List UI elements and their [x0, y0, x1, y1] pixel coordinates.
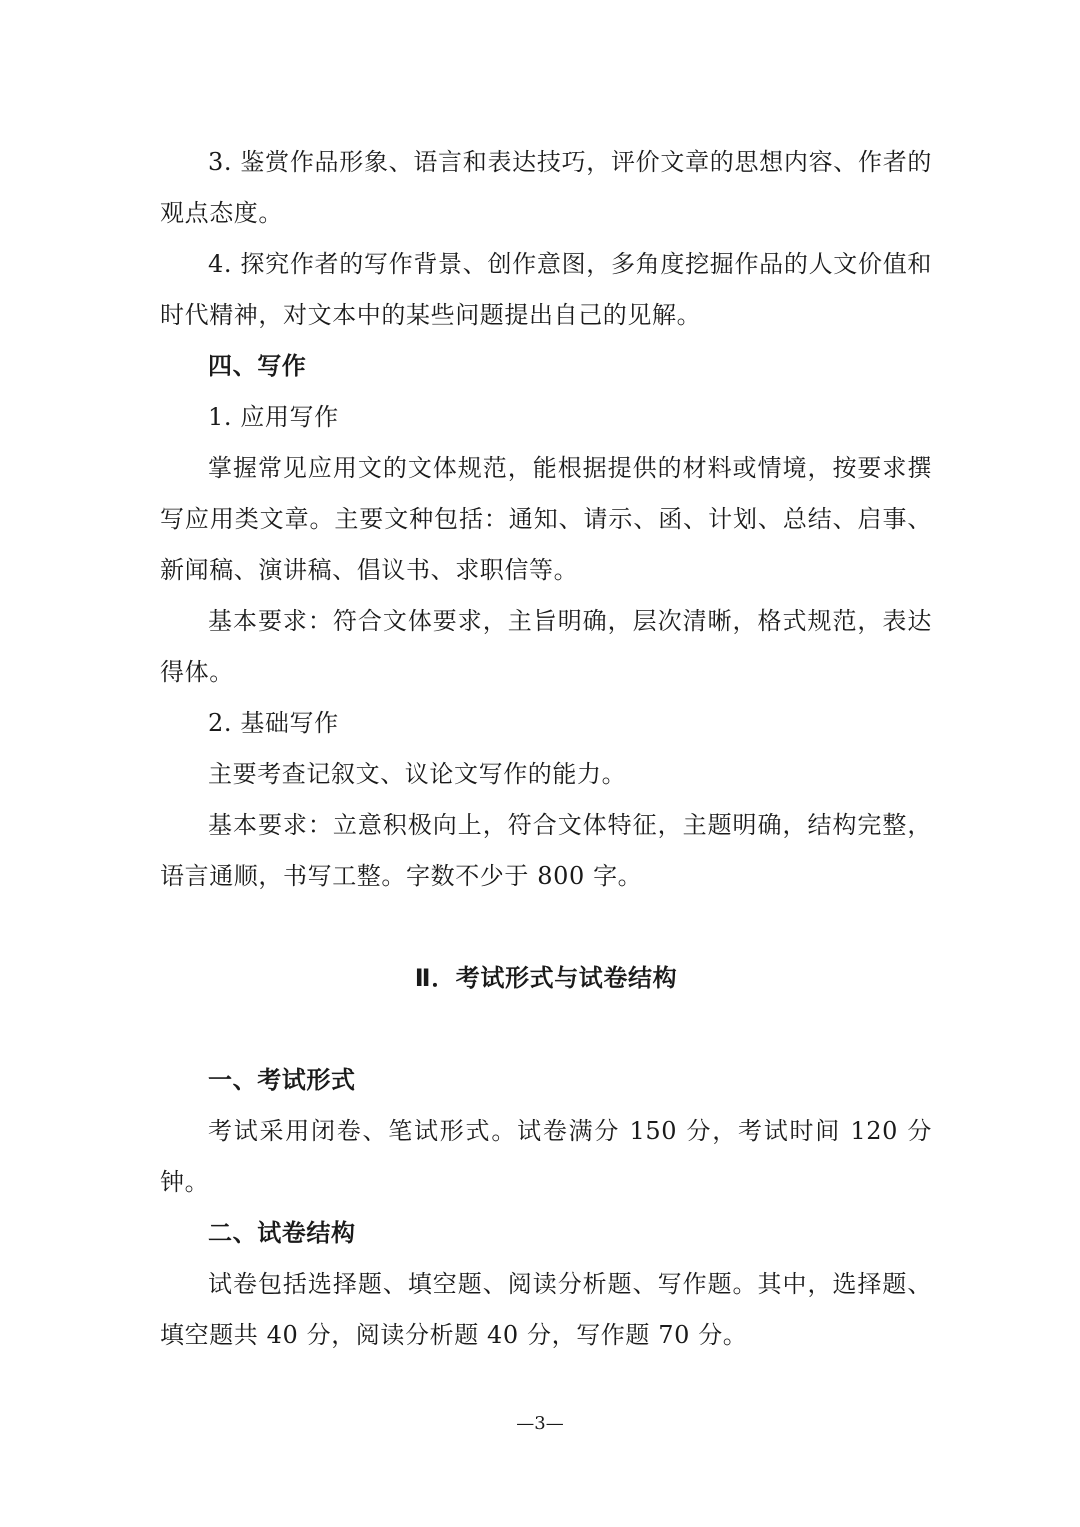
applied-writing-requirements: 基本要求：符合文体要求，主旨明确，层次清晰，格式规范，表达得体。 [160, 607, 932, 686]
exam-form-body: 考试采用闭卷、笔试形式。试卷满分 150 分，考试时间 120 分钟。 [160, 1117, 932, 1196]
page-number: —3— [516, 1413, 564, 1434]
section-title: Ⅱ．考试形式与试卷结构 [414, 964, 678, 992]
writing-heading: 四、写作 [208, 352, 307, 380]
applied-writing-subheading: 1. 应用写作 [208, 403, 339, 431]
exam-form-heading: 一、考试形式 [208, 1066, 356, 1094]
spacer [160, 902, 932, 953]
page-content [160, 137, 932, 1361]
paragraph-item-4: 4. 探究作者的写作背景、创作意图，多角度挖掘作品的人文价值和时代精神，对文本中的某些问题提出自己的见解。 [160, 250, 932, 329]
paragraph-item-3: 3. 鉴赏作品形象、语言和表达技巧，评价文章的思想内容、作者的观点态度。 [160, 148, 932, 227]
basic-writing-subheading: 2. 基础写作 [208, 709, 339, 737]
applied-writing-body: 掌握常见应用文的文体规范，能根据提供的材料或情境，按要求撰写应用类文章。主要文种包括：通知、请示、函、计划、总结、启事、新闻稿、演讲稿、倡议书、求职信等。 [160, 454, 932, 584]
paper-structure-heading: 二、试卷结构 [208, 1219, 356, 1247]
basic-writing-requirements: 基本要求：立意积极向上，符合文体特征，主题明确，结构完整，语言通顺，书写工整。字数不少于 800 字。 [160, 811, 932, 890]
paper-structure-body: 试卷包括选择题、填空题、阅读分析题、写作题。其中，选择题、填空题共 40 分，阅读分析题 40 分，写作题 70 分。 [160, 1270, 932, 1349]
basic-writing-body: 主要考查记叙文、议论文写作的能力。 [208, 760, 627, 788]
spacer [160, 1004, 932, 1055]
